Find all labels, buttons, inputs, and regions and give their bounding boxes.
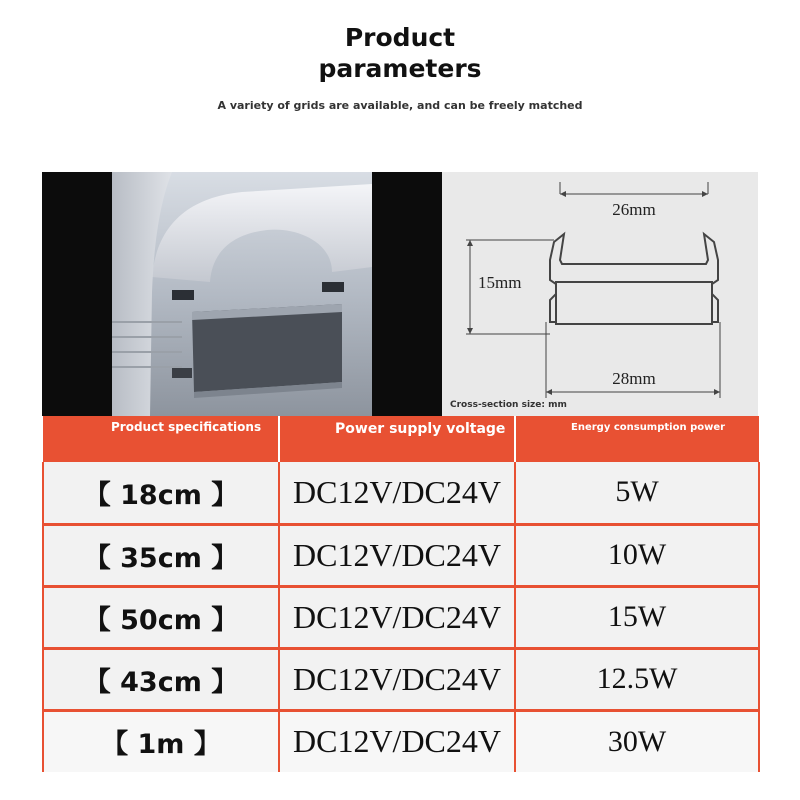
voltage-cell: DC12V/DC24V [279,648,515,710]
table-row [43,648,759,710]
table-row [43,462,759,524]
header-energy-consumption-power [515,416,759,462]
header-label: Energy consumption power [571,422,726,433]
table-row [43,710,759,772]
title-line-2: parameters [318,54,482,83]
spec-cell: 【 43cm 】 [43,648,279,710]
spec-cell: 【 1m 】 [43,710,279,772]
header-power-supply-voltage [279,416,515,462]
height-label: 15mm [478,273,522,292]
title-line-1: Product [344,23,456,52]
header-label: Product specifications [111,420,262,434]
voltage-cell: DC12V/DC24V [279,710,515,772]
spec-cell: 【 18cm 】 [43,462,279,524]
profile-cross-section-drawing [442,172,758,416]
top-width-label: 26mm [612,200,656,219]
table-row [43,524,759,586]
power-cell: 30W [515,710,759,772]
header-product-specifications [43,416,279,462]
header-label: Power supply voltage [335,421,506,437]
cross-section-diagram [442,172,758,416]
spec-cell: 【 50cm 】 [43,586,279,648]
power-cell: 15W [515,586,759,648]
voltage-cell: DC12V/DC24V [279,462,515,524]
power-cell: 12.5W [515,648,759,710]
diagram-caption: Cross-section size: mm [450,400,567,410]
power-cell: 10W [515,524,759,586]
table-header-row [43,416,759,462]
bottom-width-label: 28mm [612,369,656,388]
product-photo [42,172,442,416]
spec-cell: 【 35cm 】 [43,524,279,586]
table-row [43,586,759,648]
voltage-cell: DC12V/DC24V [279,586,515,648]
spec-table [42,416,760,772]
page-subtitle: A variety of grids are available, and can be freely matched [217,99,583,112]
power-cell: 5W [515,462,759,524]
page-title [0,22,800,84]
aluminum-profile-photo-illustration [42,172,442,416]
voltage-cell: DC12V/DC24V [279,524,515,586]
